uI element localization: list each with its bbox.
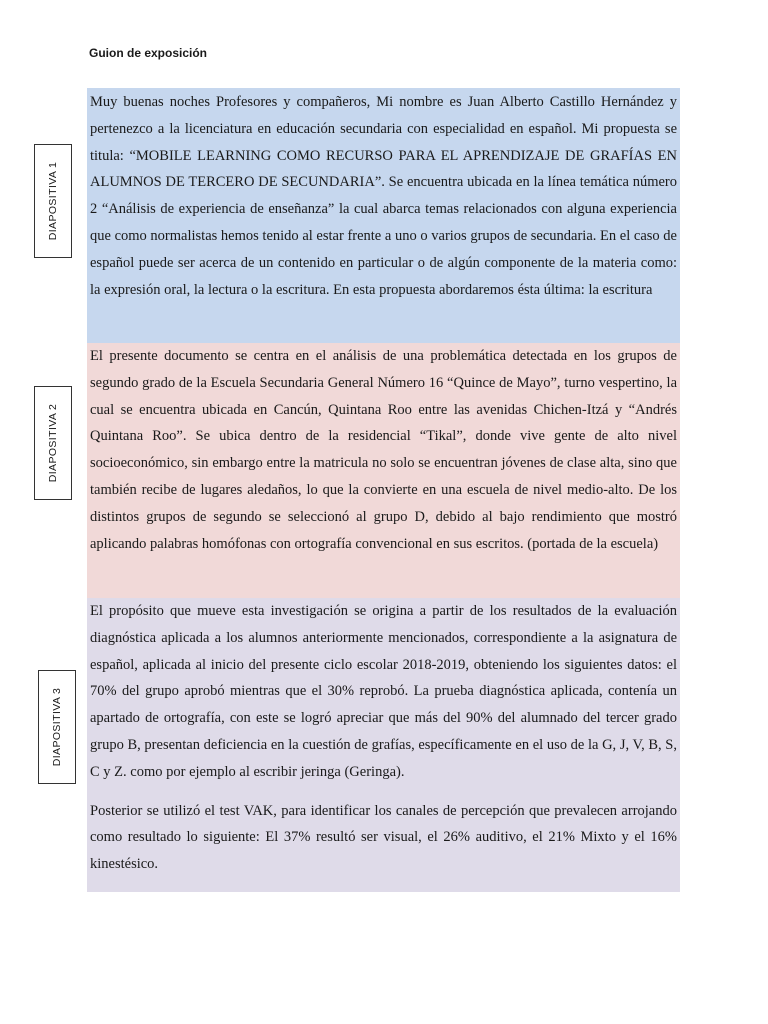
section-3-paragraph-2: Posterior se utilizó el test VAK, para identificar los canales de percepción que prevalecen arrojando como resultado lo siguiente: El 37% resultó ser visual, el 26% auditivo, el 21% Mixto y el 16% kinestésico. <box>90 802 677 873</box>
section-slide-1 <box>87 88 680 343</box>
slide-label-3-text: DIAPOSITIVA 3 <box>51 687 63 767</box>
section-2-paragraph: El presente documento se centra en el análisis de una problemática detectada en los grupos de segundo grado de la Escuela Secundaria General Número 16 “Quince de Mayo”, turno vespertino, la cual se encuentra ubicada en Cancún, Quintana Roo entre las avenidas Chichen-Itzá y “Andrés Quintana Roo”. Se ubica dentro de la residencial “Tikal”, donde vive gente de alto nivel socioeconómico, sin embargo entre la matricula no solo se encuentran jóvenes de clase alta, sino que también recibe de lugares aledaños, lo que la convierte en una escuela de nivel medio-alto. De los distintos grupos de segundo se seleccionó al grupo D, debido al bajo rendimiento que mostró aplicando palabras homófonas con ortografía convencional en sus escritos. (portada de la escuela) <box>90 348 677 552</box>
section-3-paragraph-1: El propósito que mueve esta investigación se origina a partir de los resultados de la evaluación diagnóstica aplicada a los alumnos anteriormente mencionados, correspondiente a la asignatura de español, aplicada al inicio del presente ciclo escolar 2018-2019, obteniendo los siguientes datos: el 70% del grupo aprobó mientras que el 30% reprobó. La prueba diagnóstica aplicada, contenía un apartado de ortografía, con este se logró apreciar que más del 90% del alumnado del tercer grado grupo B, presentan deficiencia en la cuestión de grafías, específicamente en el uso de la G, J, V, B, S, C y Z. como por ejemplo al escribir jeringa (Geringa). <box>90 603 677 780</box>
slide-label-2 <box>34 386 72 500</box>
document-heading: Guion de exposición <box>89 46 208 60</box>
slide-label-1 <box>34 144 72 258</box>
section-slide-3 <box>87 598 680 892</box>
slide-label-2-text: DIAPOSITIVA 2 <box>47 403 59 483</box>
slide-label-1-text: DIAPOSITIVA 1 <box>47 161 59 241</box>
section-1-paragraph: Muy buenas noches Profesores y compañeros, Mi nombre es Juan Alberto Castillo Hernández y pertenezco a la licenciatura en educación secundaria con especialidad en español. Mi propuesta se titula: “MOBILE LEARNING COMO RECURSO PARA EL APRENDIZAJE DE GRAFÍAS EN ALUMNOS DE TERCERO DE SECUNDARIA”. Se encuentra ubicada en la línea temática número 2 “Análisis de experiencia de enseñanza” la cual abarca temas relacionados con alguna experiencia que como normalistas hemos tenido al estar frente a uno o varios grupos de secundaria. En el caso de español puede ser acerca de un contenido en particular o de algún componente de la materia como: la expresión oral, la lectura o la escritura. En esta propuesta abordaremos ésta última: la escritura <box>90 94 677 298</box>
slide-label-3 <box>38 670 76 784</box>
section-slide-2 <box>87 343 680 598</box>
